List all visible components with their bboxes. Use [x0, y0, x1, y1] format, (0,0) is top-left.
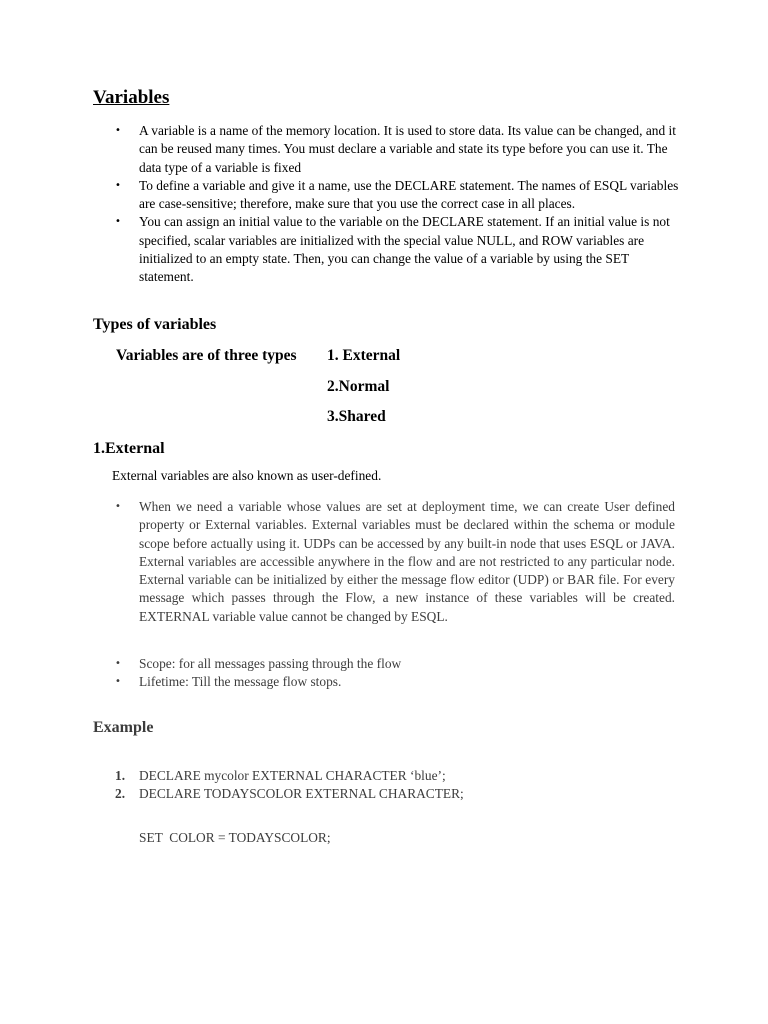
scope-bullet-list [93, 655, 675, 692]
type-item-normal: 2.Normal [327, 378, 390, 395]
example-code: DECLARE mycolor EXTERNAL CHARACTER ‘blue’; [139, 768, 446, 783]
example-code: DECLARE TODAYSCOLOR EXTERNAL CHARACTER; [139, 786, 464, 801]
list-item: • A variable is a name of the memory location. It is used to store data. Its value can be changed, and it can be reused many times. You must declare a variable and state its type before you can use it. The data type of a variable is fixed [93, 122, 683, 177]
example-list [93, 767, 675, 803]
external-heading: 1.External [93, 440, 165, 457]
list-item [93, 785, 675, 803]
list-number: 2. [115, 786, 126, 801]
page-title: Variables [93, 87, 170, 108]
list-item: • You can assign an initial value to the variable on the DECLARE statement. If an initial value is not specified, scalar variables are initialized with the special value NULL, and ROW variables are initialized to an empty state. Then, you can change the value of a variable by using the SET statement. [93, 213, 683, 286]
list-item: • Lifetime: Till the message flow stops. [93, 673, 675, 691]
types-intro: Variables are of three types [116, 347, 297, 364]
list-item: • Scope: for all messages passing through the flow [93, 655, 675, 673]
type-item-shared: 3.Shared [327, 408, 386, 425]
external-intro: External variables are also known as user-defined. [112, 468, 382, 483]
set-statement: SET COLOR = TODAYSCOLOR; [139, 830, 331, 845]
example-heading: Example [93, 719, 154, 736]
external-description-list [93, 498, 675, 626]
intro-bullet-list [93, 122, 683, 287]
list-item: • To define a variable and give it a name, use the DECLARE statement. The names of ESQL variables are case-sensitive; therefore, make sure that you use the correct case in all places. [93, 177, 683, 214]
types-heading: Types of variables [93, 316, 217, 333]
list-item: • When we need a variable whose values are set at deployment time, we can create User defined property or External variables. External variables must be declared within the schema or module scope before actually using it. UDPs can be accessed by any built-in node that uses ESQL or JAVA. External variables are accessible anywhere in the flow and are not restricted to any particular node. External variable can be initialized by either the message flow editor (UDP) or BAR file. For every message which passes through the Flow, a new instance of these variables will be created. EXTERNAL variable value cannot be changed by ESQL. [93, 498, 675, 626]
list-item [93, 767, 675, 785]
list-number: 1. [115, 768, 126, 783]
type-item-external: 1. External [327, 347, 401, 364]
